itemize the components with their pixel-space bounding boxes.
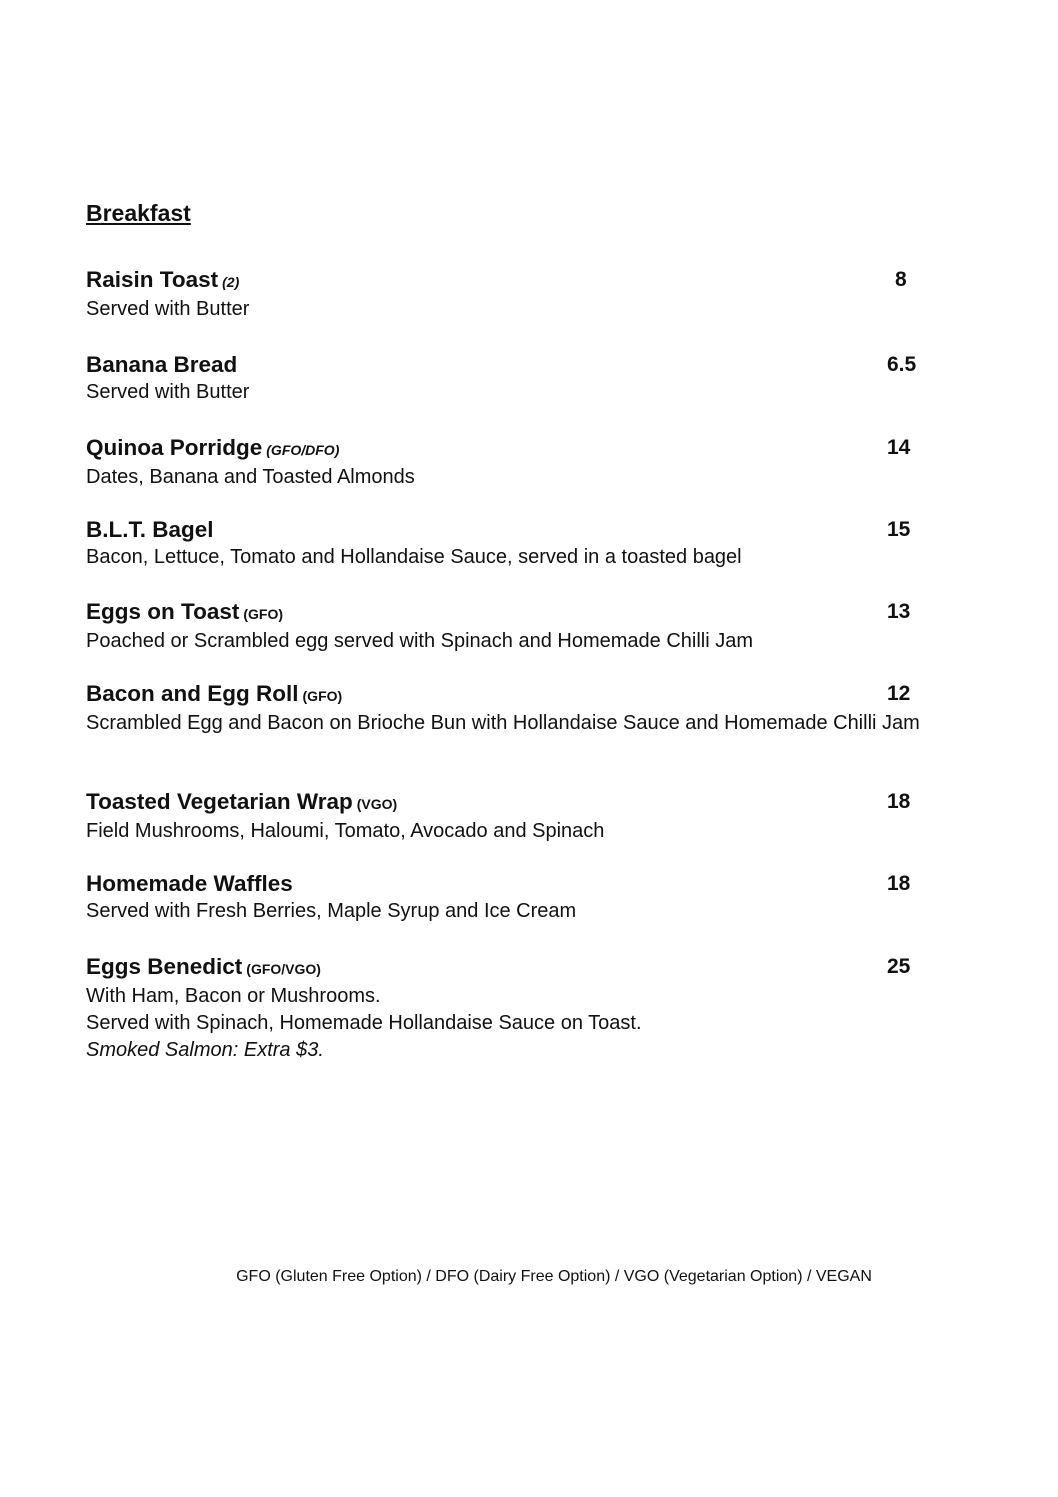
item-description: Served with Butter (86, 381, 250, 403)
item-description: Dates, Banana and Toasted Almonds (86, 466, 415, 488)
item-name: Quinoa Porridge (86, 435, 263, 460)
item-price: 12 (887, 682, 911, 705)
item-name: Eggs Benedict (86, 954, 243, 979)
menu-item (86, 788, 966, 845)
item-name: B.L.T. Bagel (86, 517, 214, 542)
item-description: Field Mushrooms, Haloumi, Tomato, Avocado and Spinach (86, 820, 605, 842)
menu-item (86, 870, 966, 925)
item-price: 8 (895, 268, 907, 291)
menu-item (86, 266, 966, 323)
item-description: Served with Butter (86, 298, 250, 320)
item-price: 6.5 (887, 353, 917, 376)
menu-item (86, 598, 966, 655)
item-description: Bacon, Lettuce, Tomato and Hollandaise Sauce, served in a toasted bagel (86, 546, 742, 568)
menu-item (86, 516, 966, 571)
dietary-legend: GFO (Gluten Free Option) / DFO (Dairy Free Option) / VGO (Vegetarian Option) / VEGAN (236, 1268, 872, 1285)
item-name: Banana Bread (86, 352, 238, 377)
item-note: Smoked Salmon: Extra $3. (86, 1039, 324, 1061)
item-tag: (2) (222, 274, 240, 290)
item-price: 13 (887, 600, 911, 623)
item-description: Poached or Scrambled egg served with Spinach and Homemade Chilli Jam (86, 630, 754, 652)
item-description: Scrambled Egg and Bacon on Brioche Bun with Hollandaise Sauce and Homemade Chilli Jam (86, 712, 920, 734)
item-price: 25 (887, 955, 911, 978)
item-name: Raisin Toast (86, 267, 219, 292)
item-name: Homemade Waffles (86, 871, 293, 896)
item-description: With Ham, Bacon or Mushrooms. (86, 985, 381, 1007)
item-description: Served with Spinach, Homemade Hollandaise Sauce on Toast. (86, 1012, 642, 1034)
item-name: Bacon and Egg Roll (86, 681, 299, 706)
item-tag: (GFO) (302, 688, 343, 704)
item-price: 18 (887, 790, 911, 813)
item-tag: (VGO) (356, 796, 398, 812)
item-name: Toasted Vegetarian Wrap (86, 789, 353, 814)
item-tag: (GFO/DFO) (266, 442, 340, 458)
section-title: Breakfast (86, 200, 191, 226)
menu-item (86, 434, 966, 491)
item-price: 15 (887, 518, 911, 541)
menu-item (86, 953, 966, 1064)
menu-item (86, 680, 966, 737)
menu-item (86, 351, 966, 406)
item-tag: (GFO/VGO) (246, 961, 321, 977)
item-price: 14 (887, 436, 911, 459)
item-price: 18 (887, 872, 911, 895)
item-tag: (GFO) (243, 606, 283, 622)
item-description: Served with Fresh Berries, Maple Syrup and Ice Cream (86, 900, 577, 922)
item-name: Eggs on Toast (86, 599, 240, 624)
